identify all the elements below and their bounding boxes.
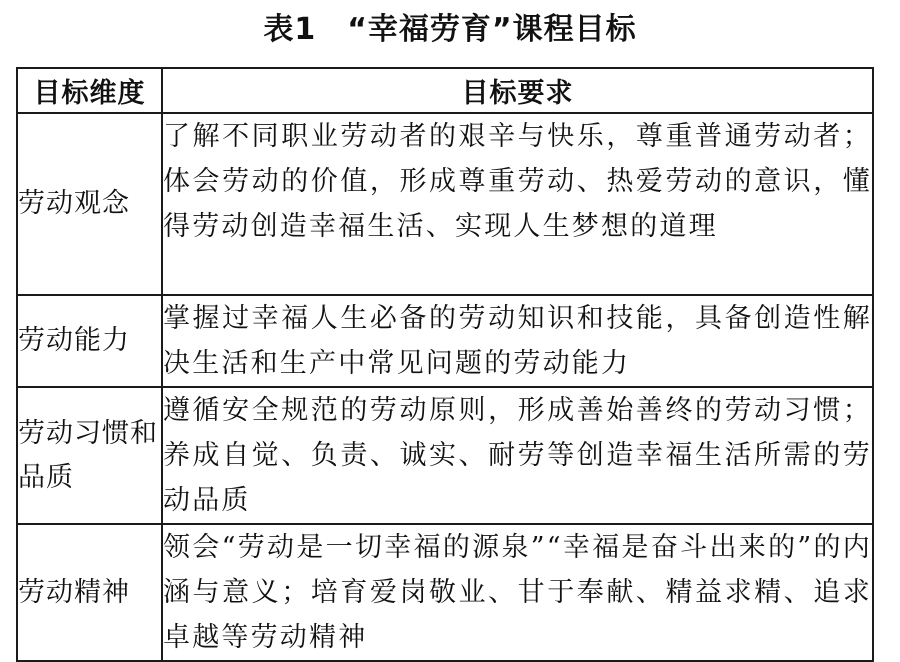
- dimension-cell: 劳动习惯和品质: [17, 387, 162, 524]
- table-row: [17, 524, 873, 661]
- dimension-cell: 劳动精神: [17, 524, 162, 661]
- header-requirement: 目标要求: [162, 68, 873, 113]
- table-title: 表1 “幸福劳育”课程目标: [263, 12, 637, 47]
- table-row: [17, 387, 873, 524]
- table-row: [17, 295, 873, 387]
- dimension-cell: 劳动能力: [17, 295, 162, 387]
- requirement-cell: 了解不同职业劳动者的艰辛与快乐，尊重普通劳动者；体会劳动的价值，形成尊重劳动、热爱劳动的意识，懂得劳动创造幸福生活、实现人生梦想的道理: [162, 113, 873, 295]
- requirement-cell: 掌握过幸福人生必备的劳动知识和技能，具备创造性解决生活和生产中常见问题的劳动能力: [162, 295, 873, 387]
- course-goals-table: [16, 67, 874, 662]
- header-dimension: 目标维度: [17, 68, 162, 113]
- requirement-cell: 领会“劳动是一切幸福的源泉”“幸福是奋斗出来的”的内涵与意义；培育爱岗敬业、甘于奉献、精益求精、追求卓越等劳动精神: [162, 524, 873, 661]
- requirement-cell: 遵循安全规范的劳动原则，形成善始善终的劳动习惯；养成自觉、负责、诚实、耐劳等创造幸福生活所需的劳动品质: [162, 387, 873, 524]
- dimension-cell: 劳动观念: [17, 113, 162, 295]
- table-header-row: [17, 68, 873, 113]
- table-row: [17, 113, 873, 295]
